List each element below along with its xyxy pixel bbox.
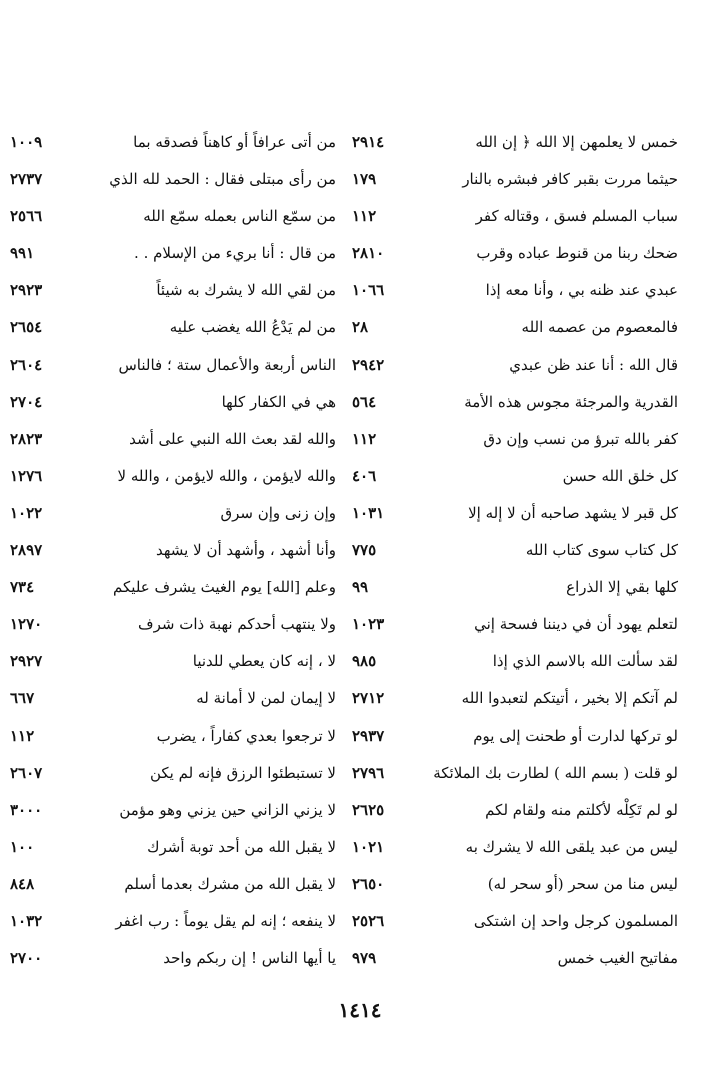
entry-text: لا ترجعوا بعدي كفاراً ، يضرب (156, 726, 336, 745)
index-entry (352, 498, 678, 535)
entry-text: من سمّع الناس بعمله سمّع الله (143, 207, 336, 226)
index-entry (10, 758, 336, 795)
index-entry (10, 832, 336, 869)
entry-reference-number: ١٢٧٦ (10, 466, 43, 485)
entry-reference-number: ١١٢ (10, 726, 35, 745)
entry-reference-number: ٢٩٢٧ (10, 652, 43, 671)
entry-text: ضحك ربنا من قنوط عباده وقرب (476, 244, 678, 263)
entry-reference-number: ٢٥٢٦ (352, 911, 385, 930)
entry-reference-number: ٩٧٩ (352, 949, 377, 968)
entry-reference-number: ١٠٢٣ (352, 615, 385, 634)
index-entry (10, 609, 336, 646)
entry-text: كل خلق الله حسن (562, 466, 678, 485)
entry-reference-number: ٢٦٥٠ (352, 874, 385, 893)
entry-reference-number: ٢٦٢٥ (352, 800, 385, 819)
index-entry (10, 646, 336, 683)
entry-reference-number: ٢٨١٠ (352, 244, 385, 263)
entry-text: لم آتكم إلا بخير ، أتيتكم لتعبدوا الله (461, 689, 678, 708)
index-entry (352, 869, 678, 906)
entry-text: كل كتاب سوى كتاب الله (525, 541, 678, 560)
entry-text: لو لم تَكِلْه لأكلتم منه ولقام لكم (485, 800, 678, 819)
index-entry (10, 721, 336, 758)
left-index-column (10, 127, 336, 980)
entry-reference-number: ١٠٦٦ (352, 281, 385, 300)
entry-reference-number: ٢٩٣٧ (352, 726, 385, 745)
index-entry (352, 164, 678, 201)
entry-text: لا يقبل الله من أحد توبة أشرك (147, 837, 336, 856)
entry-reference-number: ٢٨٢٣ (10, 429, 43, 448)
index-entry (10, 201, 336, 238)
index-entry (10, 127, 336, 164)
index-entry (352, 350, 678, 387)
entry-reference-number: ٢٦٥٤ (10, 318, 43, 337)
index-entry (352, 127, 678, 164)
entry-text: القدرية والمرجئة مجوس هذه الأمة (464, 392, 678, 411)
entry-text: المسلمون كرجل واحد إن اشتكى (473, 911, 678, 930)
entry-text: كل قبر لا يشهد صاحبه أن لا إله إلا (468, 503, 678, 522)
entry-reference-number: ٧٣٤ (10, 578, 35, 597)
index-entry (352, 758, 678, 795)
entry-text: لو تركها لدارت أو طحنت إلى يوم (473, 726, 678, 745)
entry-reference-number: ١١٢ (352, 207, 377, 226)
entry-text: لتعلم يهود أن في ديننا فسحة إني (474, 615, 678, 634)
index-entry (10, 943, 336, 980)
index-entry (10, 572, 336, 609)
entry-text: حيثما مررت بقبر كافر فبشره بالنار (462, 170, 678, 189)
index-entry (10, 869, 336, 906)
entry-reference-number: ٢٨ (352, 318, 369, 337)
entry-reference-number: ٨٤٨ (10, 874, 35, 893)
entry-text: مفاتيح الغيب خمس (557, 949, 678, 968)
entry-text: لا تستبطئوا الرزق فإنه لم يكن (149, 763, 336, 782)
entry-text: من رأى مبتلى فقال : الحمد لله الذي (109, 170, 336, 189)
index-entry (10, 350, 336, 387)
index-entry (10, 312, 336, 349)
right-index-column (352, 127, 678, 980)
entry-text: ولا ينتهب أحدكم نهبة ذات شرف (138, 615, 336, 634)
entry-text: لا ، إنه كان يعطي للدنيا (192, 652, 336, 671)
entry-reference-number: ٢٩٤٢ (352, 355, 385, 374)
entry-reference-number: ٢٩١٤ (352, 133, 385, 151)
entry-reference-number: ٤٠٦ (352, 466, 377, 485)
index-entry (352, 275, 678, 312)
index-entry (352, 721, 678, 758)
entry-text: لا إيمان لمن لا أمانة له (196, 689, 336, 708)
index-entry (10, 906, 336, 943)
entry-text: كفر بالله تبرؤ من نسب وإن دق (483, 429, 678, 448)
entry-text: سباب المسلم فسق ، وقتاله كفر (475, 207, 678, 226)
index-entry (352, 609, 678, 646)
entry-text: وأنا أشهد ، وأشهد أن لا يشهد (156, 541, 336, 560)
index-entry (10, 535, 336, 572)
index-entry (352, 572, 678, 609)
entry-reference-number: ٢٥٦٦ (10, 207, 43, 226)
entry-text: والله لايؤمن ، والله لايؤمن ، والله لا (117, 466, 336, 485)
entry-reference-number: ٢٧٣٧ (10, 170, 43, 189)
index-entry (352, 238, 678, 275)
index-entry (352, 646, 678, 683)
index-entry (10, 795, 336, 832)
entry-text: ليس منا من سحر (أو سحر له) (487, 874, 678, 893)
entry-text: لا ينفعه ؛ إنه لم يقل يوماً : رب اغفر (115, 911, 336, 930)
index-entry (352, 683, 678, 720)
entry-text: ليس من عبد يلقى الله لا يشرك به (465, 837, 678, 856)
entry-reference-number: ٢٧٩٦ (352, 763, 385, 782)
entry-reference-number: ٢٨٩٧ (10, 541, 43, 560)
index-entry (352, 387, 678, 424)
entry-text: لو قلت ( بسم الله ) لطارت بك الملائكة (433, 763, 678, 782)
index-entry (10, 498, 336, 535)
entry-reference-number: ١٧٩ (352, 170, 377, 189)
index-entry (352, 943, 678, 980)
entry-text: هي في الكفار كلها (221, 392, 336, 411)
index-entry (352, 461, 678, 498)
entry-text: من أتى عرافاً أو كاهناً فصدقه بما (133, 133, 336, 151)
entry-text: عبدي عند ظنه بي ، وأنا معه إذا (485, 281, 678, 300)
entry-text: فالمعصوم من عصمه الله (521, 318, 678, 337)
index-entry (10, 387, 336, 424)
entry-reference-number: ٢٦٠٧ (10, 763, 43, 782)
entry-reference-number: ٧٧٥ (352, 541, 377, 560)
entry-reference-number: ٦٦٧ (10, 689, 35, 708)
entry-text: من قال : أنا بريء من الإسلام . . (134, 244, 336, 263)
entry-reference-number: ١٠٣١ (352, 503, 385, 522)
index-entry (10, 424, 336, 461)
entry-text: من لم يَدْعُ الله يغضب عليه (169, 318, 336, 337)
entry-reference-number: ٩٩١ (10, 244, 35, 263)
index-entry (352, 906, 678, 943)
entry-text: لا يزني الزاني حين يزني وهو مؤمن (119, 800, 336, 819)
index-entry (10, 461, 336, 498)
entry-text: والله لقد بعث الله النبي على أشد (129, 429, 336, 448)
entry-reference-number: ١٠٠ (10, 837, 35, 856)
entry-text: وعلم [الله] يوم الغيث يشرف عليكم (113, 578, 336, 597)
entry-reference-number: ١٠٢٢ (10, 503, 43, 522)
entry-text: الناس أربعة والأعمال ستة ؛ فالناس (118, 355, 336, 374)
entry-reference-number: ٩٩ (352, 578, 369, 597)
entry-reference-number: ١٢٧٠ (10, 615, 43, 634)
entry-reference-number: ١٠٠٩ (10, 133, 43, 151)
entry-text: خمس لا يعلمهن إلا الله ﴿ إن الله (475, 133, 678, 151)
entry-text: قال الله : أنا عند ظن عبدي (509, 355, 678, 374)
entry-text: من لقي الله لا يشرك به شيئاً (156, 281, 336, 300)
entry-reference-number: ١١٢ (352, 429, 377, 448)
entry-reference-number: ٣٠٠٠ (10, 800, 43, 819)
index-entry (352, 832, 678, 869)
entry-reference-number: ١٠٢١ (352, 837, 385, 856)
index-entry (352, 535, 678, 572)
entry-reference-number: ٢٩٢٣ (10, 281, 43, 300)
entry-text: وإن زنى وإن سرق (220, 503, 336, 522)
index-entry (352, 424, 678, 461)
index-entry (10, 683, 336, 720)
entry-reference-number: ٢٧٠٠ (10, 949, 43, 968)
index-entry (352, 201, 678, 238)
entry-text: لا يقبل الله من مشرك بعدما أسلم (124, 874, 336, 893)
entry-text: كلها بقي إلا الذراع (566, 578, 678, 597)
entry-reference-number: ٥٦٤ (352, 392, 377, 411)
entry-reference-number: ٩٨٥ (352, 652, 377, 671)
entry-reference-number: ١٠٣٢ (10, 911, 43, 930)
entry-text: يا أيها الناس ! إن ربكم واحد (163, 949, 336, 968)
page-number: ١٤١٤ (338, 998, 382, 1022)
index-entry (10, 238, 336, 275)
entry-reference-number: ٢٧١٢ (352, 689, 385, 708)
index-entry (10, 275, 336, 312)
entry-reference-number: ٢٦٠٤ (10, 355, 43, 374)
entry-reference-number: ٢٧٠٤ (10, 392, 43, 411)
index-entry (352, 795, 678, 832)
entry-text: لقد سألت الله بالاسم الذي إذا (492, 652, 678, 671)
index-entry (10, 164, 336, 201)
index-entry (352, 312, 678, 349)
